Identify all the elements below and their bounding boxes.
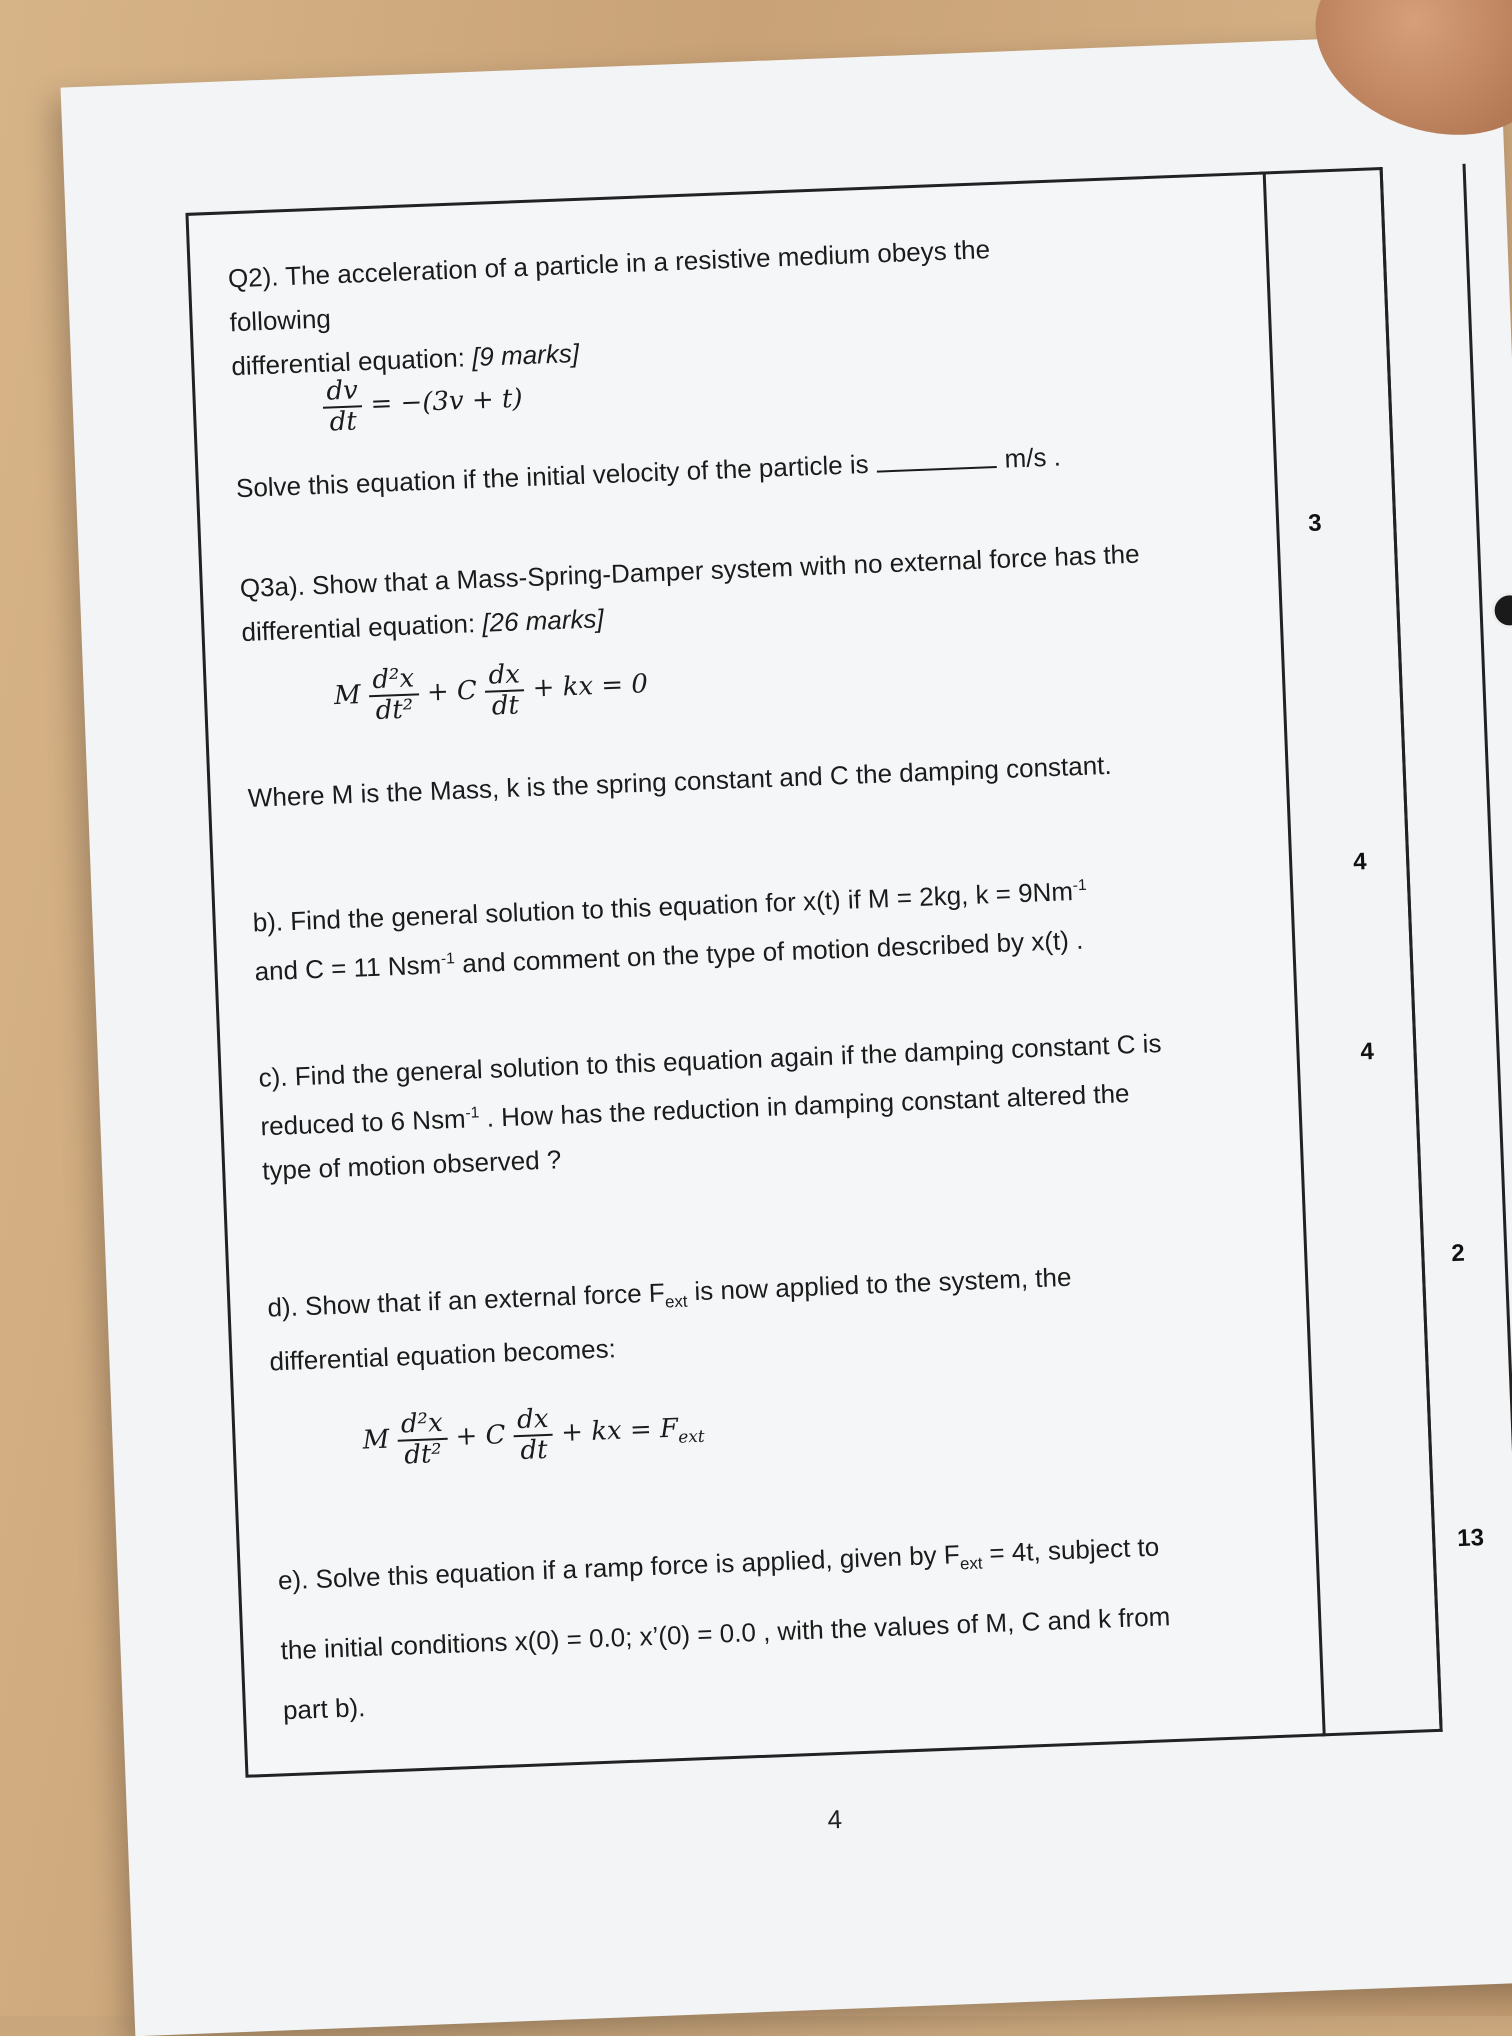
eq-dt2: dt² [375,694,414,726]
q3e-line1b: = 4t, subject to [988,1531,1160,1569]
q3a-where: Where M is the Mass, k is the spring constant and C the damping constant. [247,749,1113,813]
q3b-line2a: and C = 11 Nsm [254,948,442,987]
eq2-dt2: dt² [403,1438,443,1471]
q2-line2: differential equation: [230,342,466,382]
eq2-d2x: d²x [396,1409,447,1441]
q3a-line2: differential equation: [240,608,476,648]
q3a-equation [333,656,649,727]
q3c-line2b: . How has the reduction in damping constant altered the [486,1078,1130,1133]
mark-total: 13 [1456,1524,1485,1553]
q3b-sup1: -1 [1072,876,1087,895]
q2-eq-rhs: = −(3v + t) [369,383,524,420]
q3e-line2: the initial conditions x(0) = 0.0; x’(0) = 0.0 , with the values of M, C and k from [280,1601,1171,1666]
eq2-dx: dx [513,1405,553,1437]
exam-page [61,32,1512,2036]
q3d-sub: ext [664,1291,688,1312]
q3e-line3: part b). [282,1692,366,1726]
mark-q3a: 3 [1307,509,1323,538]
q3e-sub: ext [959,1553,983,1574]
q3a-marks: [26 marks] [481,603,605,638]
q3d-line2: differential equation becomes: [269,1333,617,1377]
q3b-sup2: -1 [440,949,456,968]
q3e-text [277,1511,1304,1740]
q2-line1: Q2). The acceleration of a particle in a resistive medium obeys the following [227,234,991,338]
eq-dx: dx [484,660,524,692]
q3d-line1a: d). Show that if an external force F [266,1277,666,1323]
q3b-line1: b). Find the general solution to this equation for x(t) if M = 2kg, k = 9Nm [252,876,1074,938]
q3c-sup: -1 [465,1104,480,1122]
mark-q3d: 2 [1450,1239,1466,1268]
q2-unit: m/s . [1003,441,1062,474]
eq2-dt: dt [519,1434,549,1466]
eq-c: + C [426,675,478,708]
q3e-line1a: e). Solve this equation if a ramp force is applied, given by F [277,1539,961,1596]
punch-hole-top [1491,592,1512,629]
q2-equation [322,370,524,437]
mark-q3c: 4 [1359,1037,1375,1066]
q2-eq-den: dt [329,406,358,438]
eq2-rest: + kx = F [560,1413,679,1448]
q3b-line2b: and comment on the type of motion described by x(t) . [461,924,1084,979]
page-number: 4 [827,1803,843,1835]
q2-marks: [9 marks] [471,337,580,373]
eq2-c: + C [454,1420,507,1453]
q3c-line2a: reduced to 6 Nsm [259,1103,467,1142]
paper [61,32,1512,2036]
mark-q3b: 4 [1352,848,1368,876]
q3c-line1: c). Find the general solution to this equation again if the damping constant C is [258,1028,1162,1093]
q2-solve-text: Solve this equation if the initial velocity of the particle is [235,448,870,504]
q2-eq-num: dv [322,376,362,408]
eq2-m: M [362,1424,390,1456]
q3d-line1b: is now applied to the system, the [693,1261,1072,1307]
eq2-sub: ext [677,1425,705,1447]
q3c-line3: type of motion observed ? [261,1143,562,1186]
eq-m: M [333,680,362,712]
blank-line [877,466,997,473]
eq-d2x: d²x [368,664,419,696]
eq-dt: dt [491,690,520,722]
q3a-line1: Q3a). Show that a Mass-Spring-Damper system with no external force has the [239,538,1141,604]
eq-rest: + kx = 0 [532,669,649,704]
